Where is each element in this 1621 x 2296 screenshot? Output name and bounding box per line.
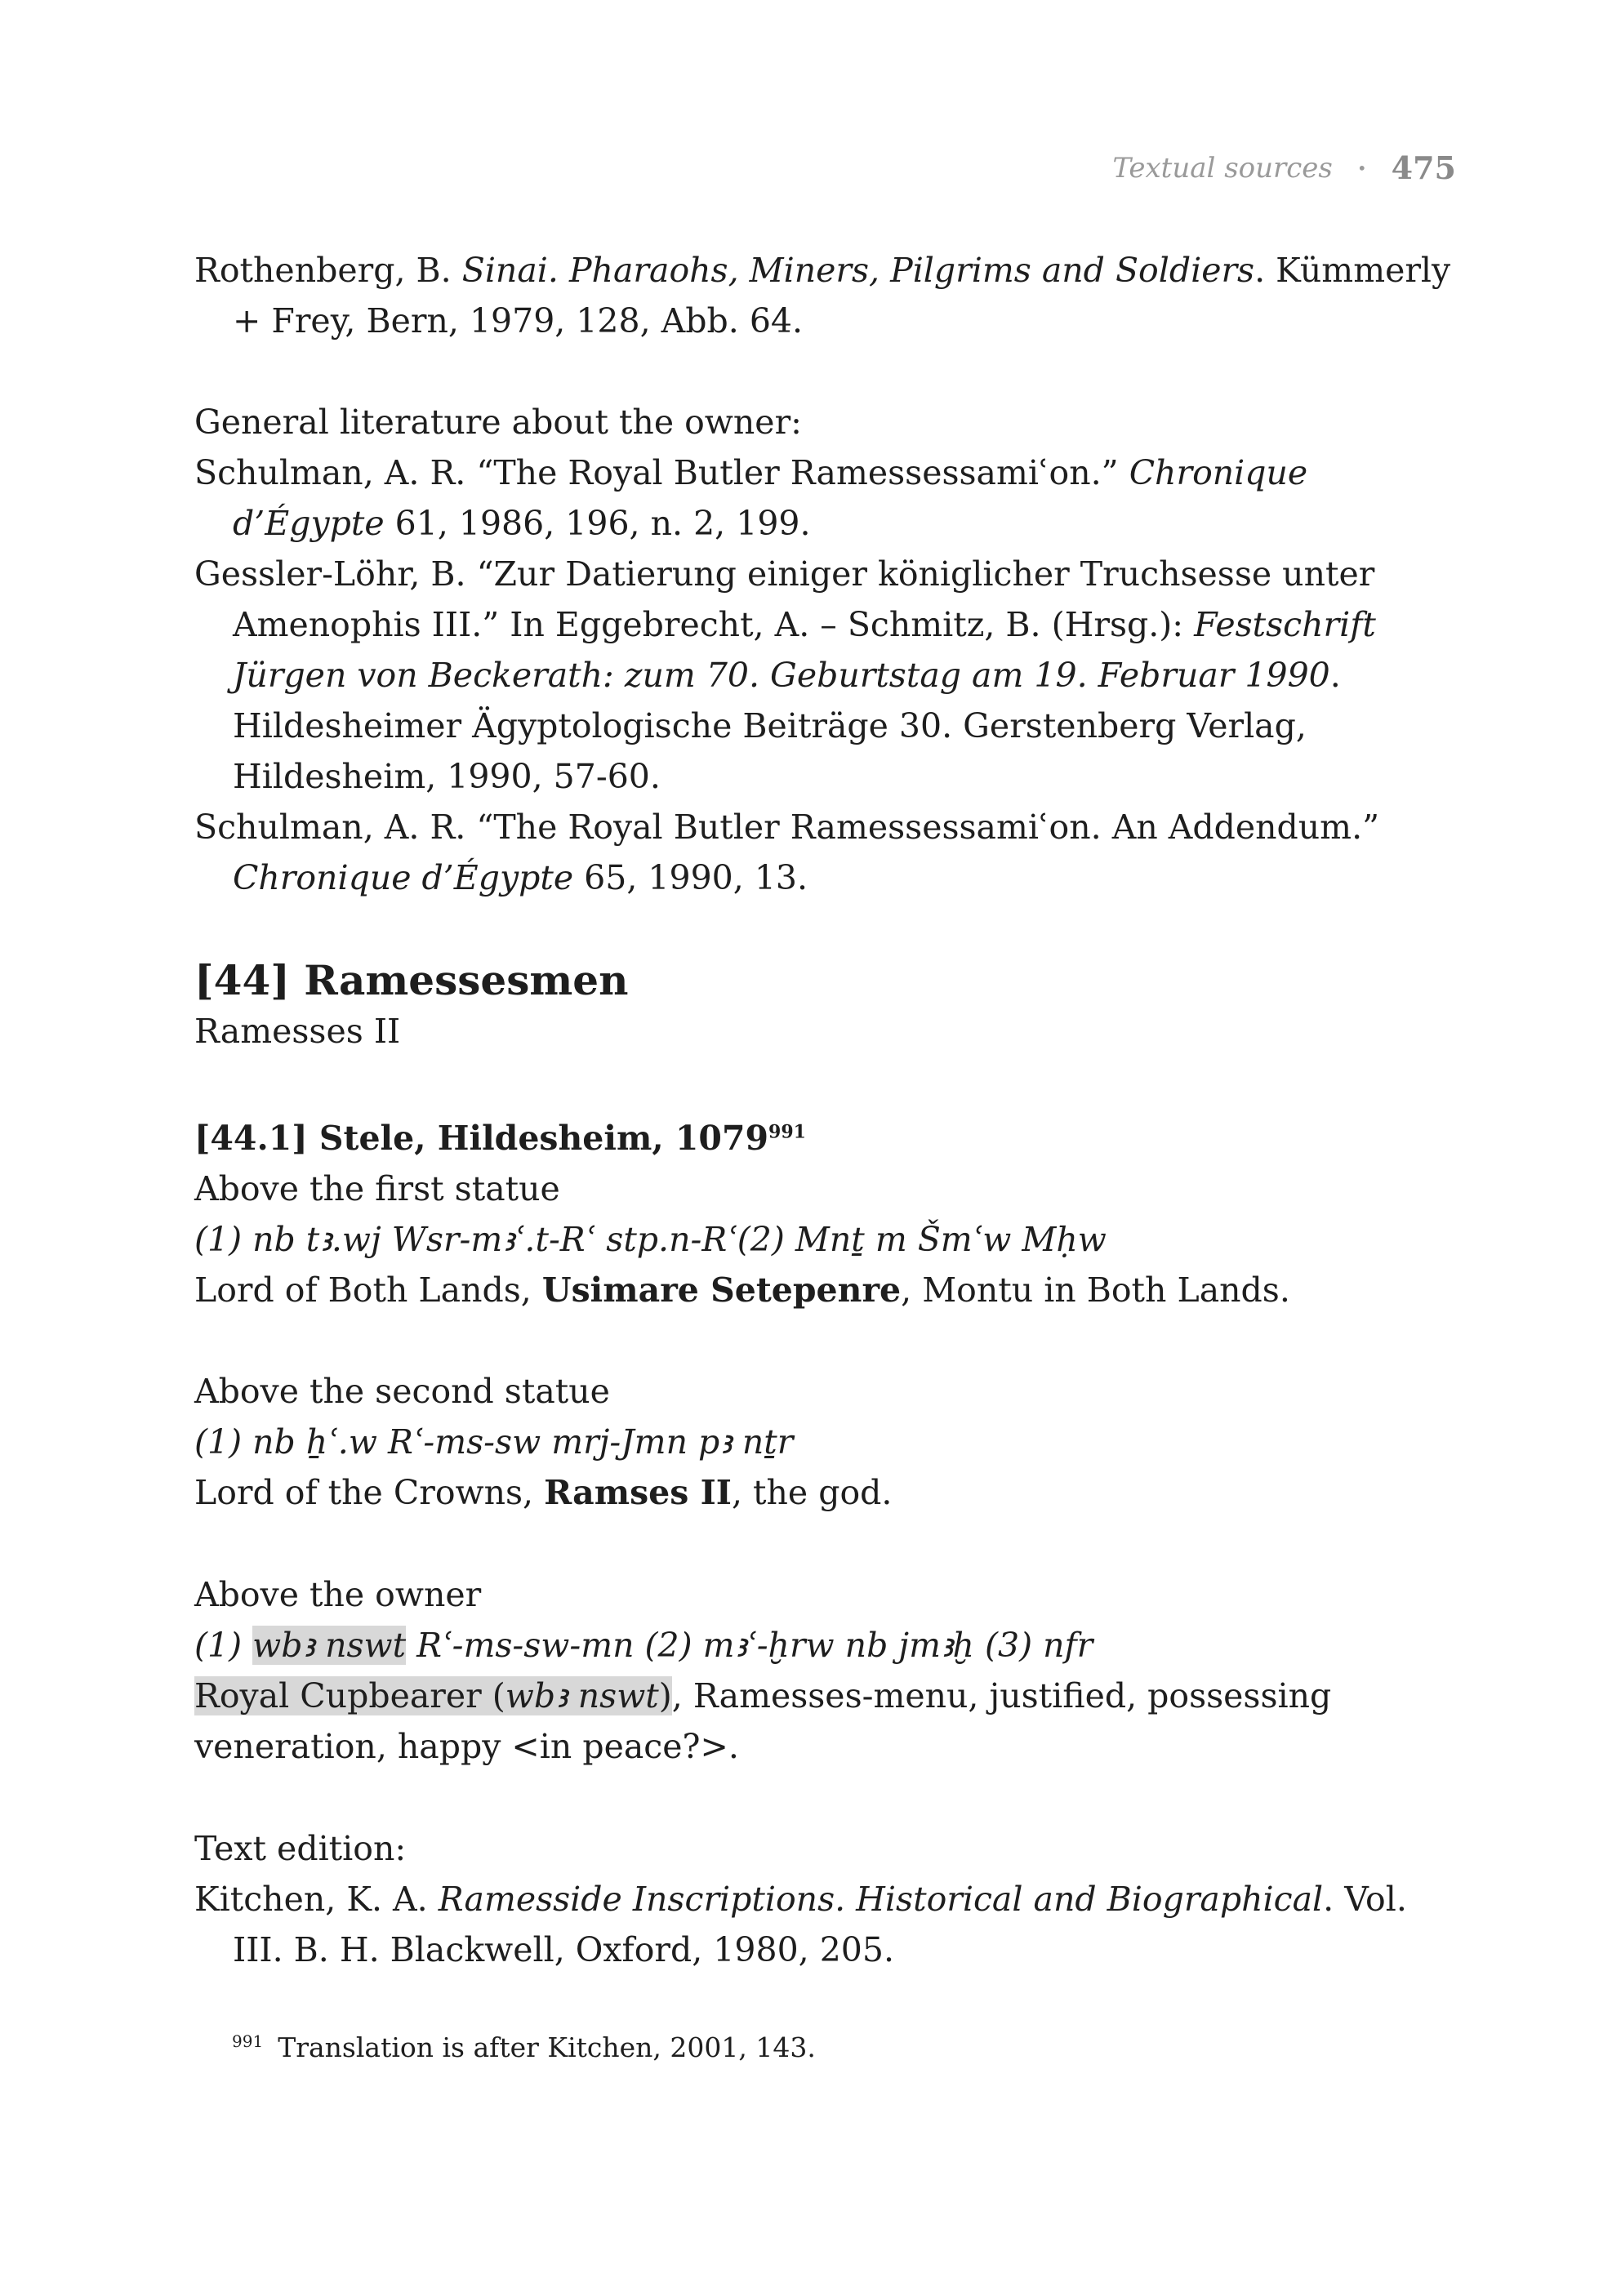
general-literature: [194, 397, 1456, 903]
footnote-number: 991: [232, 2031, 264, 2051]
owner-transliteration: (1) wbꜣ nswt Rʿ-ms-sw-mn (2) mꜣʿ-ḫrw nb jmꜣḫ (3) nfr: [194, 1626, 1093, 1665]
running-header: [1112, 149, 1456, 186]
statue2-block: [194, 1366, 1456, 1518]
subsection-44-1: [194, 1113, 1456, 1315]
statue2-translation: Lord of the Crowns, Ramses II, the god.: [194, 1473, 893, 1512]
footnote: [232, 2021, 816, 2068]
statue2-label: Above the second statue: [194, 1372, 610, 1411]
owner-block: [194, 1569, 1456, 1772]
top-reference-block: [194, 245, 1456, 346]
running-title: Textual sources: [1112, 151, 1333, 185]
text-edition-heading: Text edition:: [194, 1829, 407, 1868]
footnote-text: Translation is after Kitchen, 2001, 143.: [278, 2031, 816, 2063]
highlighted-term: wbꜣ nswt: [252, 1626, 407, 1665]
owner-translation: Royal Cupbearer (wbꜣ nswt), Ramesses-menu, justified, possessing veneration, happy <in peace?>.: [194, 1676, 1332, 1766]
statue2-transliteration: (1) nb ẖʿ.w Rʿ-ms-sw mrj-Jmn pꜣ nṯr: [194, 1422, 794, 1462]
section-title: [44] Ramessesmen: [194, 956, 629, 1004]
section-44: [194, 955, 1456, 1057]
statue1-translation: Lord of Both Lands, Usimare Setepenre, Montu in Both Lands.: [194, 1270, 1290, 1310]
reference-entry: Gessler-Löhr, B. “Zur Datierung einiger königlicher Truchsesse unter Amenophis III.” In Eggebrecht, A. – Schmitz, B. (Hrsg.): Festschrift Jürgen von Beckerath: zum 70. Geburtstag am 19. Februar 1990. Hildesheimer Ägyptologische Beiträge 30. Gerstenberg Verlag, Hildesheim, 1990, 57-60.: [194, 554, 1376, 796]
reference-entry: Kitchen, K. A. Ramesside Inscriptions. Historical and Biographical. Vol. III. B. H. Blackwell, Oxford, 1980, 205.: [194, 1880, 1407, 1969]
page-number: 475: [1391, 149, 1456, 186]
reference-entry: Schulman, A. R. “The Royal Butler Ramessessamiʿon.” Chronique d’Égypte 61, 1986, 196, n. 2, 199.: [194, 453, 1308, 543]
header-separator: •: [1356, 158, 1367, 178]
subsection-title: [44.1] Stele, Hildesheim, 1079$^{991}$: [194, 1119, 806, 1158]
statue1-transliteration: (1) nb tꜣ.wj Wsr-mꜣʿ.t-Rʿ stp.n-Rʿ(2) Mnṯ m Šmʿw Mḥw: [194, 1220, 1107, 1259]
statue1-label: Above the first statue: [194, 1169, 560, 1208]
text-edition: [194, 1823, 1456, 1975]
general-literature-heading: General literature about the owner:: [194, 403, 802, 442]
reference-entry: Schulman, A. R. “The Royal Butler Ramessessamiʿon. An Addendum.” Chronique d’Égypte 65, 1990, 13.: [194, 808, 1380, 897]
owner-label: Above the owner: [194, 1575, 482, 1614]
footnote-reference: 991: [768, 1121, 806, 1143]
reference-entry: Rothenberg, B. Sinai. Pharaohs, Miners, Pilgrims and Soldiers. Kümmerly + Frey, Bern, 1979, 128, Abb. 64.: [194, 251, 1451, 340]
highlighted-translation: Royal Cupbearer (wbꜣ nswt): [194, 1676, 672, 1715]
section-subtitle: Ramesses II: [194, 1012, 401, 1051]
